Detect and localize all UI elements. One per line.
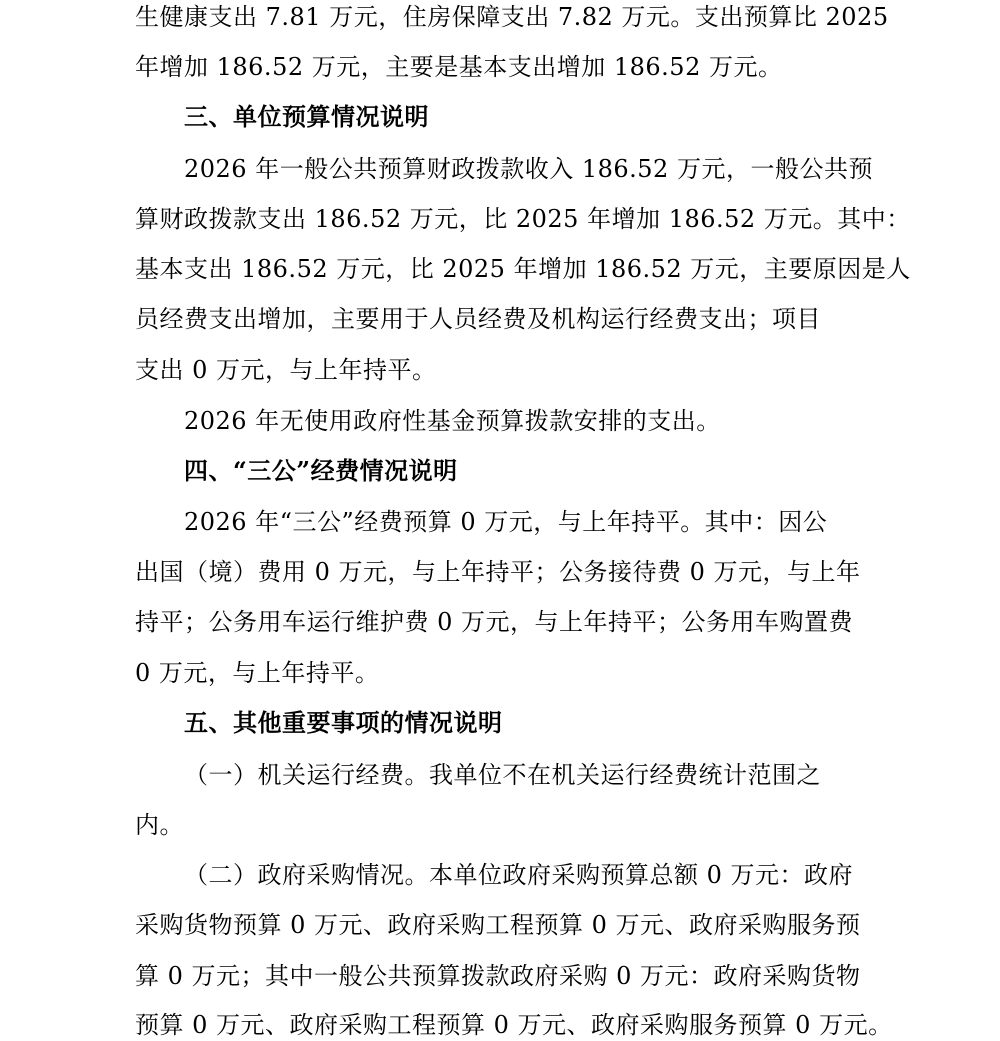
paragraph-line: 出国（境）费用 0 万元，与上年持平；公务接待费 0 万元，与上年	[135, 558, 861, 586]
paragraph-line: 2026 年“三公”经费预算 0 万元，与上年持平。其中：因公	[184, 508, 828, 536]
paragraph-line: 支出 0 万元，与上年持平。	[135, 356, 437, 384]
paragraph-line: 内。	[135, 811, 184, 839]
paragraph-line: 持平；公务用车运行维护费 0 万元，与上年持平；公务用车购置费	[135, 608, 854, 636]
paragraph-line: 采购货物预算 0 万元、政府采购工程预算 0 万元、政府采购服务预	[135, 911, 861, 939]
paragraph-line: 2026 年一般公共预算财政拨款收入 186.52 万元，一般公共预	[184, 155, 873, 183]
section-heading: 三、单位预算情况说明	[184, 102, 429, 131]
paragraph-line: （一）机关运行经费。我单位不在机关运行经费统计范围之	[184, 761, 821, 789]
paragraph-line: （二）政府采购情况。本单位政府采购预算总额 0 万元：政府	[184, 861, 854, 889]
paragraph-line: 生健康支出 7.81 万元，住房保障支出 7.82 万元。支出预算比 2025	[135, 3, 889, 31]
paragraph-line: 基本支出 186.52 万元，比 2025 年增加 186.52 万元，主要原因是人	[135, 255, 911, 283]
section-heading: 四、“三公”经费情况说明	[184, 456, 458, 485]
paragraph-line: 2026 年无使用政府性基金预算拨款安排的支出。	[184, 407, 721, 435]
paragraph-line: 算 0 万元；其中一般公共预算拨款政府采购 0 万元：政府采购货物	[135, 962, 861, 990]
paragraph-line: 0 万元，与上年持平。	[135, 659, 380, 687]
paragraph-line: 预算 0 万元、政府采购工程预算 0 万元、政府采购服务预算 0 万元。	[135, 1011, 893, 1039]
section-heading: 五、其他重要事项的情况说明	[184, 708, 503, 737]
paragraph-line: 年增加 186.52 万元，主要是基本支出增加 186.52 万元。	[135, 53, 783, 81]
paragraph-line: 员经费支出增加，主要用于人员经费及机构运行经费支出；项目	[135, 305, 821, 333]
paragraph-line: 算财政拨款支出 186.52 万元，比 2025 年增加 186.52 万元。其中：	[135, 205, 911, 233]
